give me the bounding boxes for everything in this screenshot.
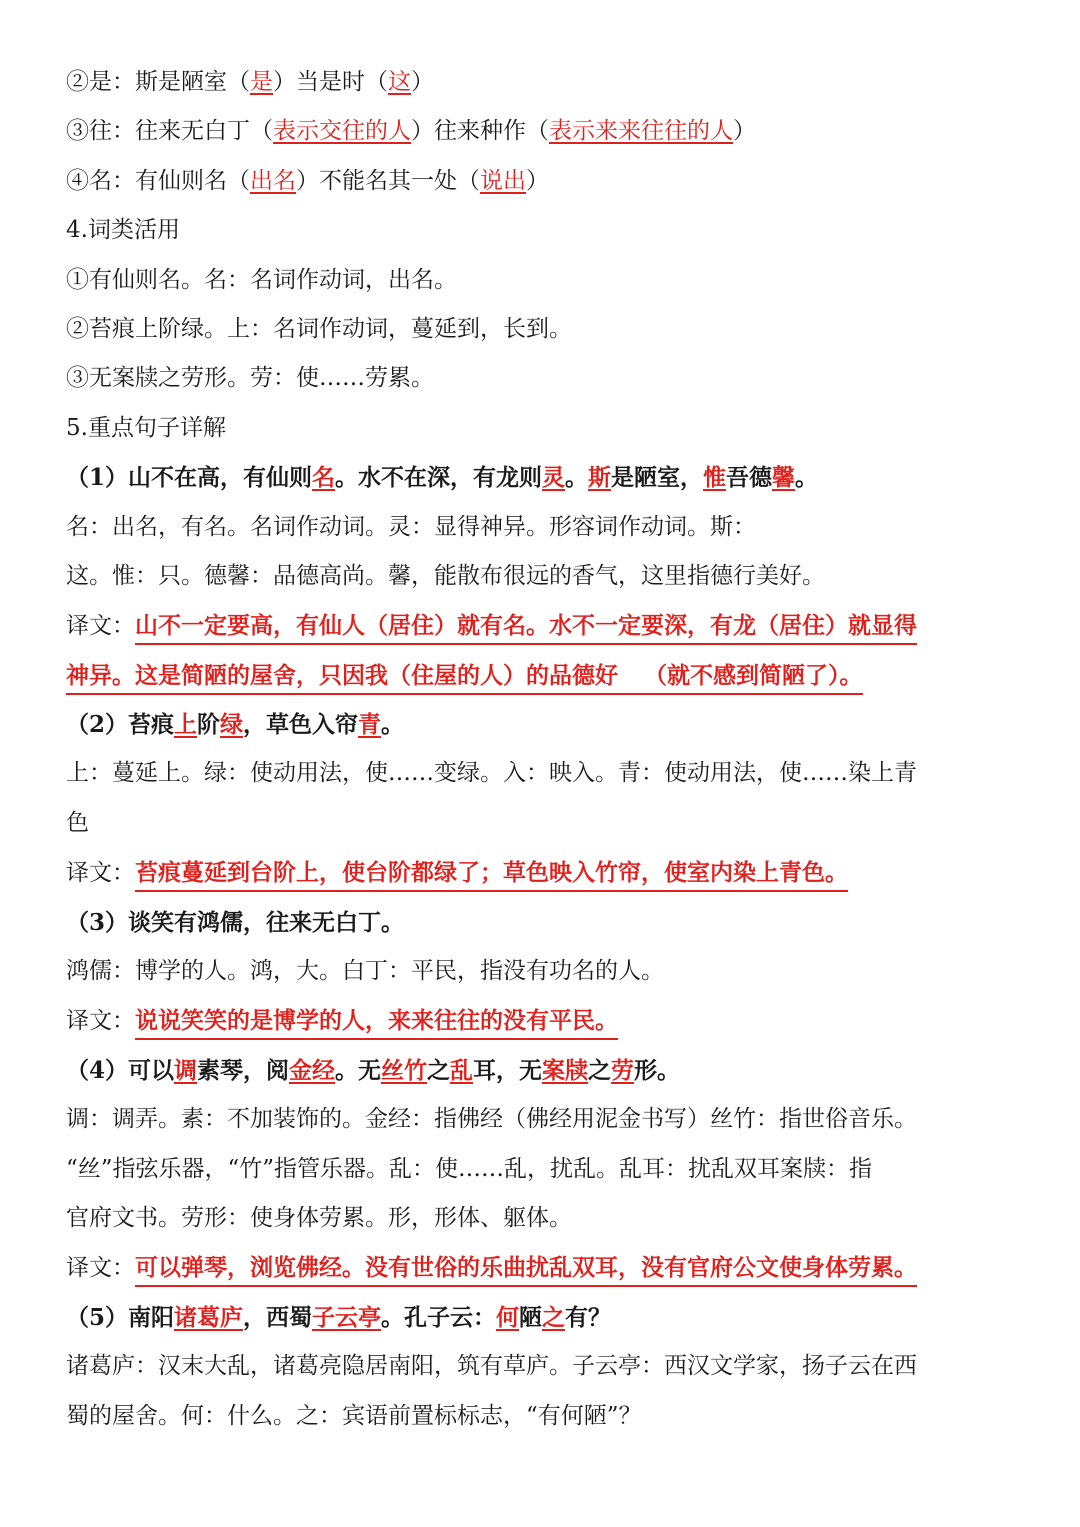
word-usage-3: ③无案牍之劳形。劳：使……劳累。 — [66, 365, 434, 392]
answer: 表示来来往往的人 — [549, 118, 733, 145]
section-heading-5: 5.重点句子详解 — [66, 414, 226, 441]
text: 形。 — [634, 1056, 681, 1084]
text: ）往来种作（ — [411, 118, 549, 145]
text: 耳，无 — [473, 1056, 543, 1084]
text: ，草色入帘 — [243, 711, 359, 739]
answer: 这 — [388, 69, 411, 95]
text: 吾德 — [726, 464, 773, 492]
word-usage-1: ①有仙则名。名：名词作动词，出名。 — [66, 266, 457, 293]
sentence-1-note: 这。惟：只。德馨：品德高尚。馨，能散布很远的香气，这里指德行美好。 — [66, 562, 825, 589]
keyword: 斯 — [588, 464, 612, 492]
text: 有？ — [565, 1303, 612, 1331]
keyword: 诸葛庐 — [174, 1303, 244, 1331]
sentence-5-note: 蜀的屋舍。何：什么。之：宾语前置标标志，“有何陋”？ — [66, 1402, 642, 1429]
translation-text-part: 神异。这是简陋的屋舍，只因我（住屋的人）的品德好 — [66, 661, 618, 689]
answer: 出名 — [250, 167, 296, 194]
sentence-1 — [66, 453, 1014, 502]
sentence-4-note: “丝”指弦乐器，“竹”指管乐器。乱：使……乱，扰乱。乱耳：扰乱双耳案牍：指 — [66, 1155, 873, 1182]
translation-label: 译文： — [66, 1008, 135, 1035]
answer: 是 — [250, 69, 273, 95]
keyword: 案牍 — [542, 1056, 589, 1084]
translation-text: 可以弹琴，浏览佛经。没有世俗的乐曲扰乱双耳，没有官府公文使身体劳累。 — [135, 1254, 917, 1287]
text: ）不能名其一处（ — [296, 167, 480, 194]
text: ） — [733, 118, 756, 145]
translation-label: 译文： — [66, 860, 135, 887]
sentence-2-translation — [66, 848, 1014, 897]
sentence-3-translation — [66, 996, 1014, 1045]
text: 之 — [427, 1056, 451, 1084]
text: ） — [526, 167, 549, 194]
text: 。 — [795, 464, 819, 492]
keyword: 惟 — [703, 464, 727, 492]
text: ）当是时（ — [273, 69, 388, 95]
text: ③往：往来无白丁（ — [66, 118, 273, 145]
keyword: 上 — [174, 711, 198, 739]
sentence-3: （3）谈笑有鸿儒，往来无白丁。 — [66, 908, 405, 936]
text: （4）可以 — [66, 1056, 175, 1084]
translation-text: 说说笑笑的是博学的人，来来往往的没有平民。 — [135, 1007, 618, 1040]
sentence-5-note: 诸葛庐：汉末大乱，诸葛亮隐居南阳，筑有草庐。子云亭：西汉文学家，扬子云在西 — [66, 1353, 917, 1380]
text: 。孔子云： — [381, 1303, 497, 1331]
text: 之 — [588, 1056, 612, 1084]
sentence-2-note: 上：蔓延上。绿：使动用法，使……变绿。入：映入。青：使动用法，使……染上青 — [66, 760, 917, 787]
meaning-shi — [66, 58, 1014, 107]
text: ④名：有仙则名（ — [66, 167, 250, 194]
text: 陋 — [519, 1303, 543, 1331]
keyword: 灵 — [542, 464, 566, 492]
sentence-4 — [66, 1046, 1014, 1095]
answer: 表示交往的人 — [273, 118, 411, 145]
text: ②是：斯是陋室（ — [66, 69, 250, 95]
text: 。 — [565, 464, 589, 492]
keyword: 绿 — [220, 711, 244, 739]
translation-label: 译文： — [66, 1255, 135, 1282]
sentence-5 — [66, 1293, 1014, 1342]
sentence-4-note: 调：调弄。素：不加装饰的。金经：指佛经（佛经用泥金书写）丝竹：指世俗音乐。 — [66, 1106, 917, 1133]
sentence-4-translation — [66, 1243, 1014, 1292]
sentence-1-translation — [66, 601, 1014, 650]
keyword: 丝竹 — [381, 1056, 428, 1084]
answer: 说出 — [480, 167, 526, 194]
meaning-ming — [66, 157, 1014, 206]
sentence-4-note: 官府文书。劳形：使身体劳累。形，形体、躯体。 — [66, 1204, 572, 1231]
translation-text: 苔痕蔓延到台阶上，使台阶都绿了；草色映入竹帘，使室内染上青色。 — [135, 859, 848, 892]
text: 素琴，阅 — [197, 1056, 290, 1084]
text: ，西蜀 — [243, 1303, 313, 1331]
keyword: 名 — [312, 464, 336, 492]
text: 。 — [381, 711, 405, 739]
translation-label: 译文： — [66, 613, 135, 640]
text: （1）山不在高，有仙则 — [66, 464, 313, 492]
text: 。无 — [335, 1056, 382, 1084]
keyword: 之 — [542, 1303, 566, 1331]
sentence-3-note: 鸿儒：博学的人。鸿，大。白丁：平民，指没有功名的人。 — [66, 958, 664, 985]
text: 是陋室， — [611, 464, 704, 492]
sentence-2 — [66, 700, 1014, 749]
text: 阶 — [197, 711, 221, 739]
keyword: 劳 — [611, 1056, 635, 1084]
word-usage-2: ②苔痕上阶绿。上：名词作动词，蔓延到，长到。 — [66, 315, 572, 342]
section-heading-4: 4.词类活用 — [66, 217, 180, 244]
text: ） — [411, 69, 434, 95]
keyword: 调 — [174, 1056, 198, 1084]
translation-text-part: （就不感到简陋了）。 — [644, 661, 863, 689]
text: （2）苔痕 — [66, 711, 175, 739]
sentence-1-note: 名：出名，有名。名词作动词。灵：显得神异。形容词作动词。斯： — [66, 513, 756, 540]
text: 。水不在深，有龙则 — [335, 464, 543, 492]
sentence-2-note: 色 — [66, 809, 89, 836]
translation-text: 山不一定要高，有仙人（居住）就有名。水不一定要深，有龙（居住）就显得 — [135, 612, 917, 645]
meaning-wang — [66, 107, 1014, 156]
keyword: 金经 — [289, 1056, 336, 1084]
sentence-1-translation-cont — [66, 651, 1014, 700]
keyword: 乱 — [450, 1056, 474, 1084]
keyword: 馨 — [772, 464, 796, 492]
keyword: 何 — [496, 1303, 520, 1331]
keyword: 子云亭 — [312, 1303, 382, 1331]
translation-text — [66, 662, 863, 695]
keyword: 青 — [358, 711, 382, 739]
text: （5）南阳 — [66, 1303, 175, 1331]
